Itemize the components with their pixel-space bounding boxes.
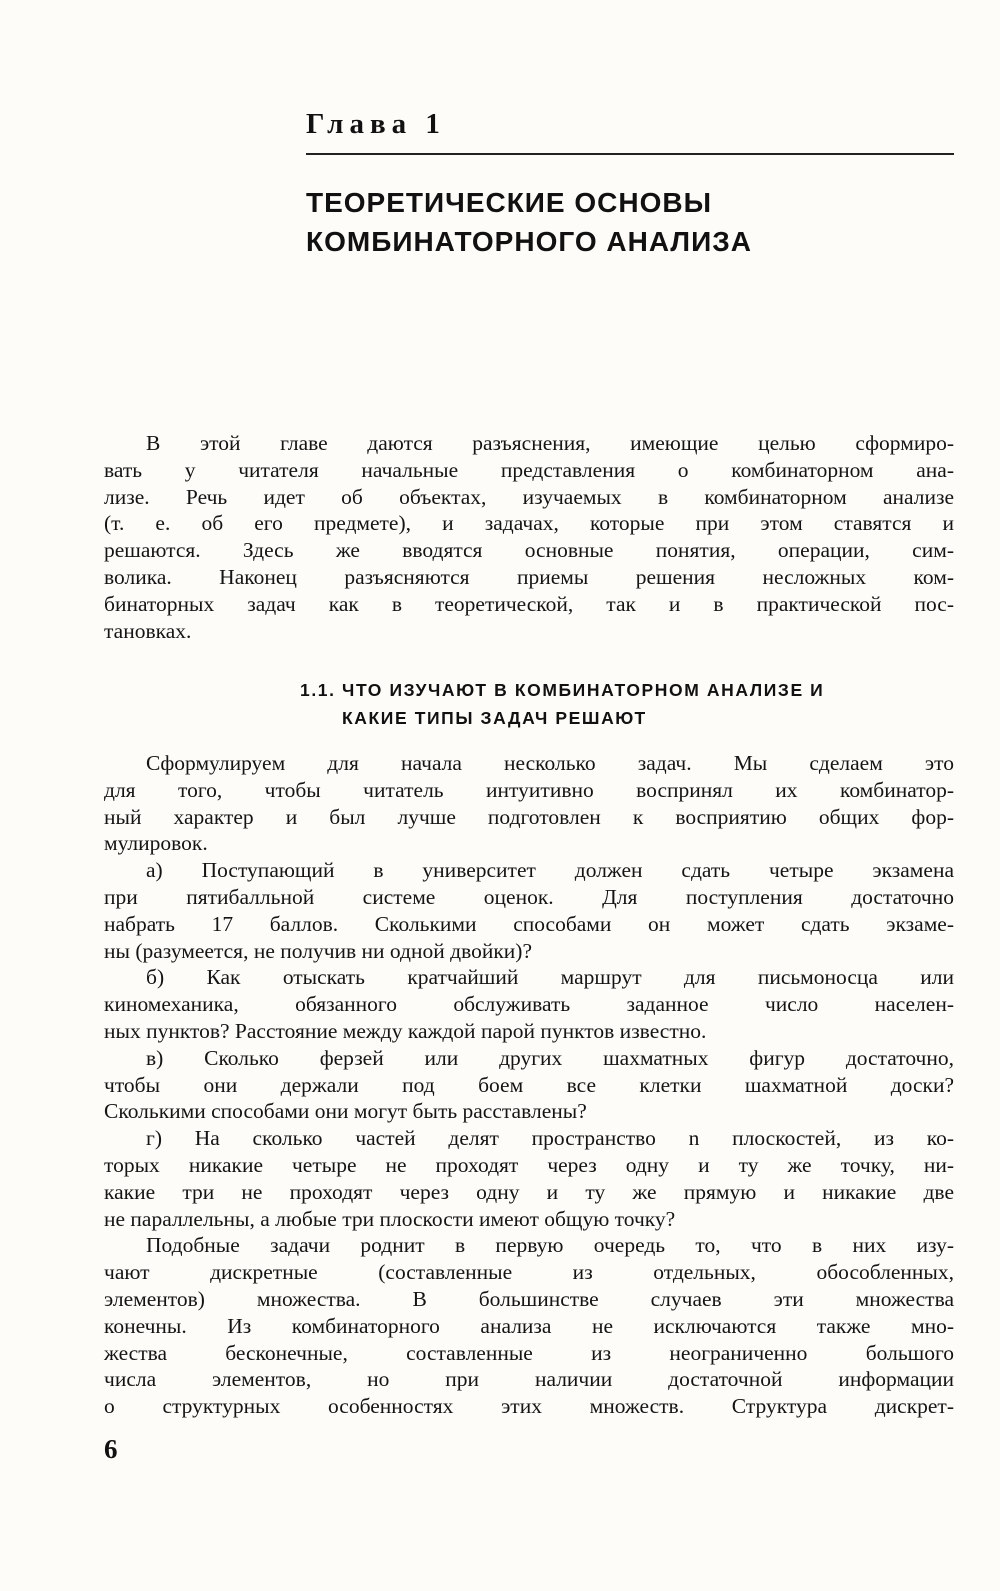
text-line: киномеханика, обязанного обслуживать заданное число населен- [104,992,954,1017]
text-line: г) На сколько частей делят пространство n плоскостей, из ко- [146,1126,954,1151]
text-line: элементов) множества. В большинстве случаев эти множества [104,1286,954,1311]
text-line: а) Поступающий в университет должен сдать четыре экзамена [146,858,954,883]
intro-paragraph [104,430,954,644]
text-line: волика. Наконец разъясняются приемы решения несложных ком- [104,564,954,589]
text-line: чтобы они держали под боем все клетки шахматной доски? [104,1072,954,1097]
text-line: ный характер и был лучше подготовлен к восприятию общих фор- [104,804,954,829]
text-line: не параллельны, а любые три плоскости имеют общую точку? [104,1206,676,1231]
text-line: жества бесконечные, составленные из неограниченно большого [104,1340,954,1365]
text-line: ны (разумеется, не получив ни одной двойки)? [104,938,532,963]
body-text [104,750,954,1420]
text-line: бинаторных задач как в теоретической, так и в практической пос- [104,591,954,616]
text-line: В этой главе даются разъяснения, имеющие целью сформиро- [146,431,954,455]
text-line: мулировок. [104,831,208,856]
text-line: при пятибалльной системе оценок. Для поступления достаточно [104,884,954,909]
chapter-title-line: ТЕОРЕТИЧЕСКИЕ ОСНОВЫ [306,187,713,218]
section-heading-line: КАКИЕ ТИПЫ ЗАДАЧ РЕШАЮТ [342,708,647,728]
text-line: о структурных особенностях этих множеств. Структура дискрет- [104,1394,954,1419]
text-line: торых никакие четыре не проходят через одну и ту же точку, ни- [104,1152,954,1177]
text-line: Подобные задачи роднит в первую очередь то, что в них изу- [146,1233,954,1258]
text-line: вать у читателя начальные представления о комбинаторном ана- [104,457,954,482]
text-line: ных пунктов? Расстояние между каждой парой пунктов известно. [104,1018,707,1043]
text-line: тановках. [104,618,192,643]
text-line: Сформулируем для начала несколько задач. Мы сделаем это [146,751,954,775]
text-line: решаются. Здесь же вводятся основные понятия, операции, сим- [104,538,954,563]
text-line: б) Как отыскать кратчайший маршрут для письмоносца или [146,965,954,990]
text-line: набрать 17 баллов. Сколькими способами он может сдать экзаме- [104,911,954,936]
text-line: числа элементов, но при наличии достаточной информации [104,1367,954,1392]
chapter-title [306,183,906,261]
text-line: (т. е. об его предмете), и задачах, которые при этом ставятся и [104,511,954,536]
chapter-label: Глава 1 [306,108,446,140]
text-line: Сколькими способами они могут быть расставлены? [104,1099,587,1124]
chapter-title-line: КОМБИНАТОРНОГО АНАЛИЗА [306,226,752,257]
chapter-rule [306,153,954,155]
text-line: конечны. Из комбинаторного анализа не исключаются также мно- [104,1313,954,1338]
text-line: в) Сколько ферзей или других шахматных фигур достаточно, [146,1045,954,1070]
section-heading-line: 1.1. ЧТО ИЗУЧАЮТ В КОМБИНАТОРНОМ АНАЛИЗЕ И [300,680,825,700]
text-line: какие три не проходят через одну и ту же прямую и никакие две [104,1179,954,1204]
text-line: для того, чтобы читатель интуитивно воспринял их комбинатор- [104,777,954,802]
section-heading [300,676,954,732]
text-line: чают дискретные (составленные из отдельных, обособленных, [104,1260,954,1285]
text-line: лизе. Речь идет об объектах, изучаемых в комбинаторном анализе [104,484,954,509]
page-number: 6 [104,1434,118,1464]
